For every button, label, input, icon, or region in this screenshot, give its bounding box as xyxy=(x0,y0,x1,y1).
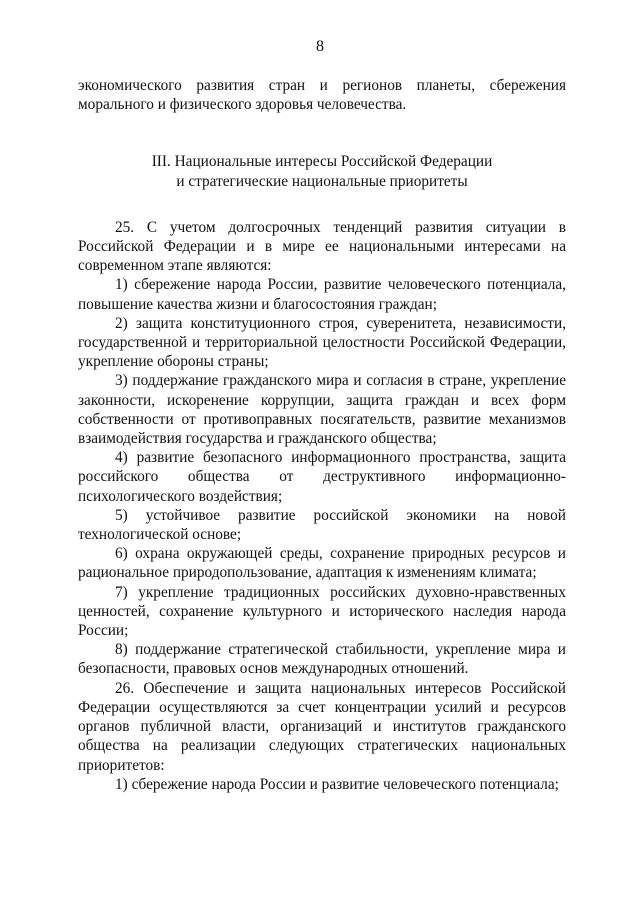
paragraph-26: 26. Обеспечение и защита национальных интересов Российской Федерации осуществляются за счет концентрации усилий и ресурсов органов публичной власти, организаций и институтов гражданского общества на реализации следующих стратегических национальных приоритетов: xyxy=(78,679,566,774)
section-heading xyxy=(78,152,566,190)
page-number: 8 xyxy=(316,38,324,55)
paragraph-25-item-1: 1) сбережение народа России, развитие человеческого потенциала, повышение качества жизни и благосостояния граждан; xyxy=(78,276,566,313)
section-heading-line-2: и стратегические национальные приоритеты xyxy=(176,172,468,190)
paragraph-25: 25. С учетом долгосрочных тенденций развития ситуации в Российской Федерации и в мире ее национальными интересами на современном этапе являются: xyxy=(78,218,566,275)
paragraph-25-item-3: 3) поддержание гражданского мира и согласия в стране, укрепление законности, искоренение коррупции, защита граждан и всех форм собственности от противоправных посягательств, развитие механизмов взаимодействия государства и гражданского общества; xyxy=(78,372,566,448)
paragraph-25-item-5: 5) устойчивое развитие российской экономики на новой технологической основе; xyxy=(78,506,566,544)
paragraph-25-item-4: 4) развитие безопасного информационного пространства, защита российского общества от деструктивного информационно-психологического воздействия; xyxy=(78,449,566,505)
paragraph-25-item-6: 6) охрана окружающей среды, сохранение природных ресурсов и рациональное природопользование, адаптация к изменениям климата; xyxy=(78,545,566,582)
section-heading-line-1: III. Национальные интересы Российской Федерации xyxy=(151,153,493,171)
paragraph-26-item-1: 1) сбережение народа России и развитие человеческого потенциала; xyxy=(115,775,559,793)
paragraph-25-item-2: 2) защита конституционного строя, суверенитета, независимости, государственной и территориальной целостности Российской Федерации, укрепление обороны страны; xyxy=(78,314,566,371)
paragraph-25-item-7: 7) укрепление традиционных российских духовно-нравственных ценностей, сохранение культурного и исторического наследия народа России; xyxy=(78,583,566,640)
intro-paragraph: экономического развития стран и регионов планеты, сбережения морального и физического здоровья человечества. xyxy=(78,77,566,114)
paragraph-25-item-8: 8) поддержание стратегической стабильности, укрепление мира и безопасности, правовых основ международных отношений. xyxy=(78,641,566,678)
document-body xyxy=(78,76,566,794)
